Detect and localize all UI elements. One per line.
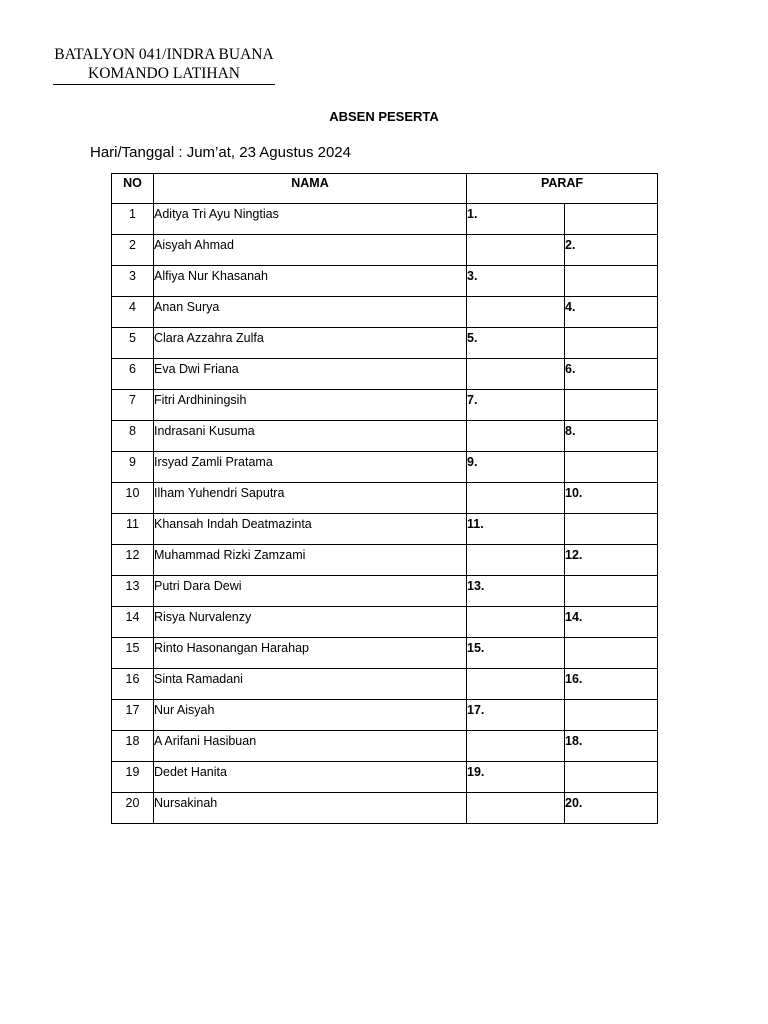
signature-cell-left xyxy=(467,297,565,328)
column-header-signature: PARAF xyxy=(467,174,658,204)
row-number: 11 xyxy=(112,514,154,545)
participant-name: Khansah Indah Deatmazinta xyxy=(154,514,467,545)
table-row xyxy=(112,421,658,452)
signature-cell-left: 3. xyxy=(467,266,565,297)
row-number: 18 xyxy=(112,731,154,762)
organization-header xyxy=(53,45,275,83)
row-number: 2 xyxy=(112,235,154,266)
signature-cell-right xyxy=(565,204,658,235)
table-row xyxy=(112,607,658,638)
signature-cell-right xyxy=(565,762,658,793)
table-row xyxy=(112,204,658,235)
signature-cell-left: 13. xyxy=(467,576,565,607)
signature-cell-right xyxy=(565,638,658,669)
signature-cell-left: 19. xyxy=(467,762,565,793)
table-row xyxy=(112,700,658,731)
table-row xyxy=(112,793,658,824)
signature-cell-left: 11. xyxy=(467,514,565,545)
signature-cell-right: 8. xyxy=(565,421,658,452)
signature-cell-left: 7. xyxy=(467,390,565,421)
table-row xyxy=(112,514,658,545)
signature-cell-right: 20. xyxy=(565,793,658,824)
column-header-name: NAMA xyxy=(154,174,467,204)
signature-cell-left: 17. xyxy=(467,700,565,731)
table-row xyxy=(112,328,658,359)
row-number: 3 xyxy=(112,266,154,297)
row-number: 16 xyxy=(112,669,154,700)
signature-cell-left xyxy=(467,669,565,700)
signature-cell-left xyxy=(467,235,565,266)
participant-name: Rinto Hasonangan Harahap xyxy=(154,638,467,669)
participant-name: Aisyah Ahmad xyxy=(154,235,467,266)
header-underline xyxy=(53,84,275,85)
table-row xyxy=(112,669,658,700)
row-number: 1 xyxy=(112,204,154,235)
signature-cell-left: 15. xyxy=(467,638,565,669)
table-row xyxy=(112,576,658,607)
signature-cell-right xyxy=(565,700,658,731)
attendance-table xyxy=(111,173,658,824)
signature-cell-left xyxy=(467,545,565,576)
table-row xyxy=(112,297,658,328)
signature-cell-left xyxy=(467,359,565,390)
signature-cell-right: 12. xyxy=(565,545,658,576)
row-number: 5 xyxy=(112,328,154,359)
signature-cell-right xyxy=(565,328,658,359)
participant-name: Nur Aisyah xyxy=(154,700,467,731)
participant-name: Indrasani Kusuma xyxy=(154,421,467,452)
row-number: 8 xyxy=(112,421,154,452)
table-row xyxy=(112,235,658,266)
participant-name: Sinta Ramadani xyxy=(154,669,467,700)
participant-name: Muhammad Rizki Zamzami xyxy=(154,545,467,576)
row-number: 9 xyxy=(112,452,154,483)
participant-name: Nursakinah xyxy=(154,793,467,824)
organization-unit: KOMANDO LATIHAN xyxy=(88,65,240,82)
participant-name: Dedet Hanita xyxy=(154,762,467,793)
signature-cell-right: 10. xyxy=(565,483,658,514)
row-number: 14 xyxy=(112,607,154,638)
signature-cell-left: 5. xyxy=(467,328,565,359)
participant-name: Alfiya Nur Khasanah xyxy=(154,266,467,297)
signature-cell-right: 6. xyxy=(565,359,658,390)
table-header-row xyxy=(112,174,658,204)
table-row xyxy=(112,731,658,762)
date-line: Hari/Tanggal : Jum’at, 23 Agustus 2024 xyxy=(90,144,351,161)
signature-cell-right: 2. xyxy=(565,235,658,266)
participant-name: Putri Dara Dewi xyxy=(154,576,467,607)
participant-name: Aditya Tri Ayu Ningtias xyxy=(154,204,467,235)
table-row xyxy=(112,390,658,421)
row-number: 7 xyxy=(112,390,154,421)
row-number: 20 xyxy=(112,793,154,824)
participant-name: Eva Dwi Friana xyxy=(154,359,467,390)
document-title: ABSEN PESERTA xyxy=(329,109,439,124)
participant-name: Fitri Ardhiningsih xyxy=(154,390,467,421)
table-row xyxy=(112,266,658,297)
signature-cell-left xyxy=(467,421,565,452)
signature-cell-right xyxy=(565,514,658,545)
signature-cell-left: 1. xyxy=(467,204,565,235)
signature-cell-right xyxy=(565,576,658,607)
signature-cell-left xyxy=(467,731,565,762)
participant-name: Risya Nurvalenzy xyxy=(154,607,467,638)
table-row xyxy=(112,762,658,793)
signature-cell-left xyxy=(467,607,565,638)
row-number: 6 xyxy=(112,359,154,390)
row-number: 10 xyxy=(112,483,154,514)
table-row xyxy=(112,483,658,514)
table-row xyxy=(112,452,658,483)
participant-name: Clara Azzahra Zulfa xyxy=(154,328,467,359)
table-row xyxy=(112,359,658,390)
participant-name: Ilham Yuhendri Saputra xyxy=(154,483,467,514)
row-number: 17 xyxy=(112,700,154,731)
signature-cell-right: 14. xyxy=(565,607,658,638)
table-row xyxy=(112,638,658,669)
participant-name: Anan Surya xyxy=(154,297,467,328)
signature-cell-left xyxy=(467,483,565,514)
row-number: 19 xyxy=(112,762,154,793)
row-number: 13 xyxy=(112,576,154,607)
signature-cell-left: 9. xyxy=(467,452,565,483)
signature-cell-right: 16. xyxy=(565,669,658,700)
participant-name: Irsyad Zamli Pratama xyxy=(154,452,467,483)
organization-name: BATALYON 041/INDRA BUANA xyxy=(54,46,274,63)
participant-name: A Arifani Hasibuan xyxy=(154,731,467,762)
row-number: 12 xyxy=(112,545,154,576)
column-header-no: NO xyxy=(112,174,154,204)
signature-cell-right: 18. xyxy=(565,731,658,762)
signature-cell-right: 4. xyxy=(565,297,658,328)
row-number: 15 xyxy=(112,638,154,669)
signature-cell-right xyxy=(565,452,658,483)
signature-cell-right xyxy=(565,390,658,421)
signature-cell-left xyxy=(467,793,565,824)
signature-cell-right xyxy=(565,266,658,297)
table-row xyxy=(112,545,658,576)
row-number: 4 xyxy=(112,297,154,328)
